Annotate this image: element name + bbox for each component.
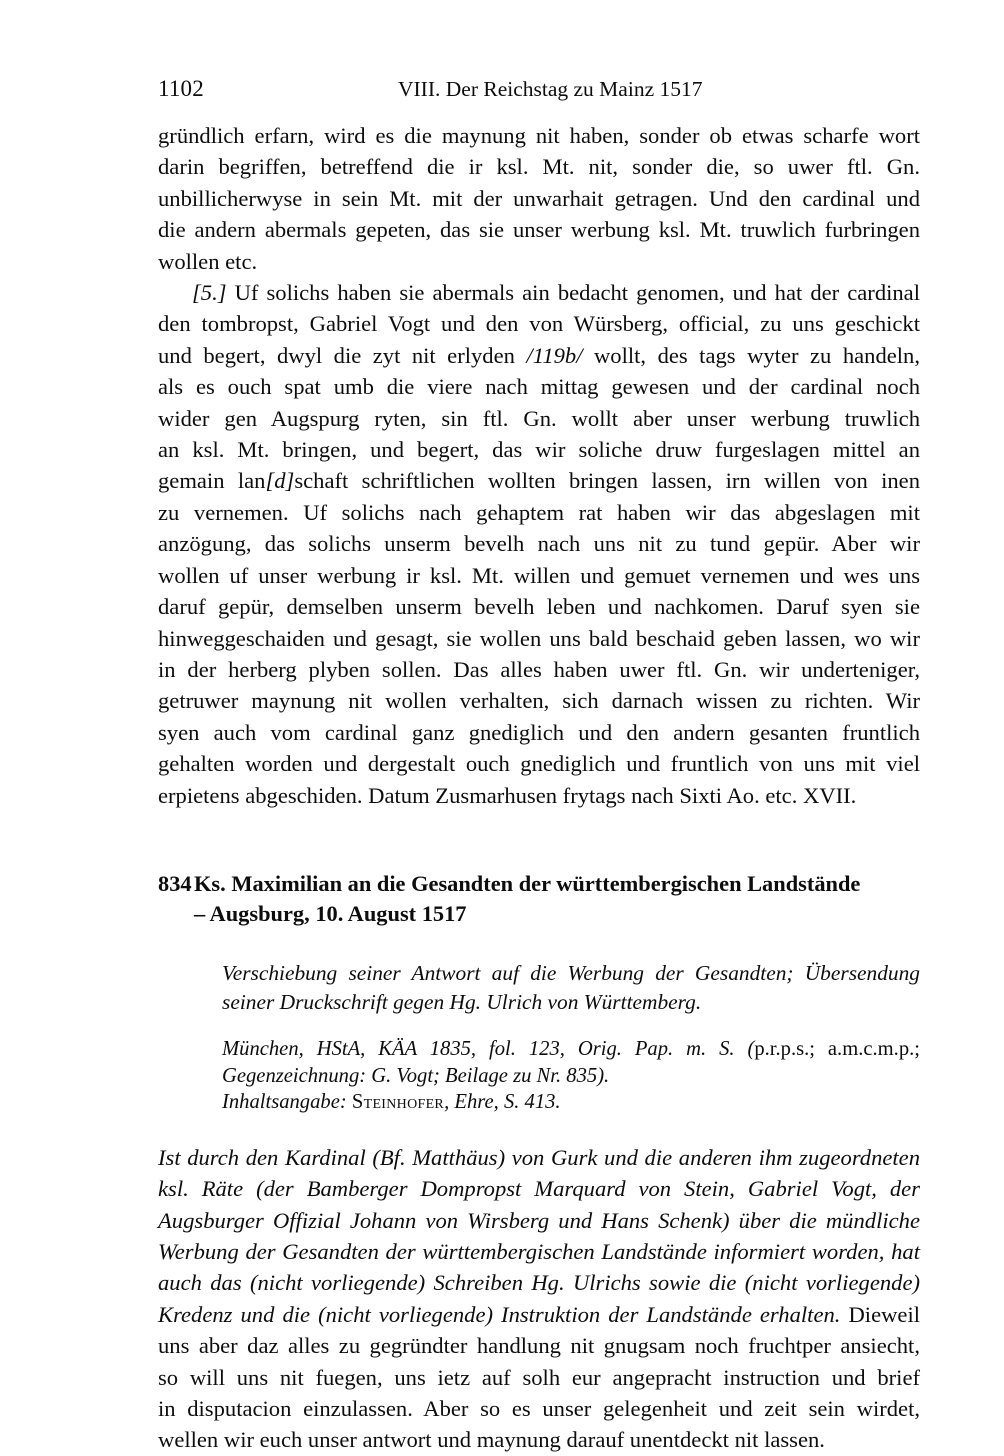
text-line: daruf gepür, demselben unserm bevelh leben und nachkomen. Daruf syen sie [158, 594, 920, 620]
paragraph-one [158, 120, 920, 277]
document-title-line: Ks. Maximilian an die Gesandten der württembergischen Landstände [194, 870, 861, 896]
text-line: zu vernemen. Uf solichs nach gehaptem rat haben wir das abgeslagen mit [158, 499, 920, 525]
text-run: , Ehre, S. 413. [444, 1091, 561, 1114]
text-line: gründlich erfarn, wird es die maynung nit haben, sonder ob etwas scharfe wort [158, 123, 920, 148]
text-line [158, 277, 920, 308]
text-line: hinweggeschaiden und gesagt, sie wollen uns bald beschaid geben lassen, wo wir [158, 625, 920, 651]
paragraph-two [158, 277, 920, 811]
text-line [222, 1036, 920, 1063]
text-line [222, 1089, 920, 1116]
folio-number: 1102 [158, 76, 204, 101]
text-line [158, 465, 920, 496]
text-run: München, HStA, KÄA 1835, fol. 123, Orig. Pap. m. S. ( [222, 1037, 755, 1060]
archival-reference [222, 1036, 920, 1116]
text-run: wollt, des tags wyter zu handeln, [582, 342, 920, 368]
text-line: unbillicherwyse in sein Mt. mit der unwarhait getragen. Und den cardinal und [158, 185, 920, 211]
text-run: gemain lan [158, 468, 266, 494]
text-line: Gegenzeichnung: G. Vogt; Beilage zu Nr. 835). [222, 1064, 610, 1087]
document-title [194, 869, 920, 929]
text-line: ksl. Räte (der Bamberger Dompropst Marquard von Stein, Gabriel Vogt, der [158, 1176, 920, 1202]
text-run: Uf solichs haben sie abermals ain bedacht genomen, und hat der cardinal [226, 280, 920, 306]
editorial-insertion: [d] [265, 468, 295, 494]
text-line: so will uns nit fuegen, uns ietz auf solh eur angepracht instruction und brief [158, 1364, 920, 1390]
text-line: darin begriffen, betreffend die ir ksl. Mt. nit, sonder die, so uwer ftl. Gn. [158, 154, 920, 180]
text-run: und begert, dwyl die zyt nit erlyden [158, 342, 527, 368]
text-line: Verschiebung seiner Antwort auf die Werbung der Gesandten; Übersendung [222, 960, 920, 985]
text-line: wollen etc. [158, 248, 258, 274]
text-line: uns aber daz alles zu gegründter handlung nit gnugsam noch fruchtper ansiecht, [158, 1333, 920, 1359]
text-line: erpietens abgeschiden. Datum Zusmarhusen frytags nach Sixti Ao. etc. XVII. [158, 782, 857, 808]
text-line: als es ouch spat umb die viere nach mittag gewesen und der cardinal noch [158, 374, 920, 400]
author-smallcaps: Steinhofer [351, 1091, 445, 1114]
paragraph-two-text [158, 277, 920, 811]
text-line: gehalten worden und dergestalt ouch gnediglich und fruntlich von uns mit viel [158, 751, 920, 777]
text-run: Dieweil [840, 1301, 921, 1327]
paragraph-one-text [158, 120, 920, 277]
text-line: syen auch vom cardinal ganz gnediglich und den andern gesanten fruntlich [158, 719, 920, 745]
text-run: p.r.p.s.; a.m.c.m.p.; [754, 1037, 920, 1060]
running-head [158, 72, 920, 106]
text-run: Inhaltsangabe: [222, 1091, 352, 1114]
regest-summary [222, 959, 920, 1018]
text-run: Kredenz und die (nicht vorliegende) Instruktion der Landstände erhalten. [158, 1301, 841, 1327]
text-line: wider gen Augspurg ryten, sin ftl. Gn. wollt aber unser werbung truwlich [158, 405, 920, 431]
document-heading [158, 869, 920, 929]
document-number: 834 [158, 870, 192, 896]
running-title: VIII. Der Reichstag zu Mainz 1517 [398, 77, 703, 101]
text-line: den tombropst, Gabriel Vogt und den von Würsberg, official, zu uns geschickt [158, 311, 920, 337]
document-title-line: – Augsburg, 10. August 1517 [194, 900, 467, 926]
text-line: auch das (nicht vorliegende) Schreiben Hg. Ulrichs sowie die (nicht vorliegende) [158, 1270, 920, 1296]
text-line: getruwer maynung nit wollen verhalten, sich darnach wissen zu richten. Wir [158, 688, 920, 714]
text-line: wollen uf unser werbung ir ksl. Mt. willen und gemuet vernemen und wes uns [158, 562, 920, 588]
text-line: seiner Druckschrift gegen Hg. Ulrich von Württemberg. [222, 990, 702, 1015]
text-line: in der herberg plyben sollen. Das alles haben uwer ftl. Gn. wir underteniger, [158, 656, 920, 682]
text-line: an ksl. Mt. bringen, und begert, das wir soliche druw furgeslagen mittel an [158, 437, 920, 463]
text-line: wellen wir euch unser antwort und maynung darauf unentdeckt nit lassen. [158, 1427, 825, 1453]
final-paragraph [158, 1142, 920, 1456]
text-line: Augsburger Offizial Johann von Wirsberg und Hans Schenk) über die mündliche [158, 1207, 920, 1233]
text-line: anzögung, das solichs unserm bevelh nach uns nit zu tund gepür. Aber wir [158, 531, 920, 557]
text-run: schaft schriftlichen wollten bringen lassen, irn willen von inen [294, 468, 920, 494]
page-content [158, 72, 920, 1456]
folio-marker: /119b/ [526, 342, 583, 368]
text-line: Werbung der Gesandten der württembergischen Landstände informiert worden, hat [158, 1238, 920, 1264]
text-line [158, 340, 920, 371]
text-line: die andern abermals gepeten, das sie unser werbung ksl. Mt. truwlich furbringen [158, 217, 920, 243]
text-line [158, 1299, 920, 1330]
text-line: in disputacion einzulassen. Aber so es unser gelegenheit und zeit sein wirdet, [158, 1395, 920, 1421]
section-marker: [5.] [192, 280, 227, 306]
text-line: Ist durch den Kardinal (Bf. Matthäus) von Gurk und die anderen ihm zugeordneten [158, 1144, 920, 1170]
